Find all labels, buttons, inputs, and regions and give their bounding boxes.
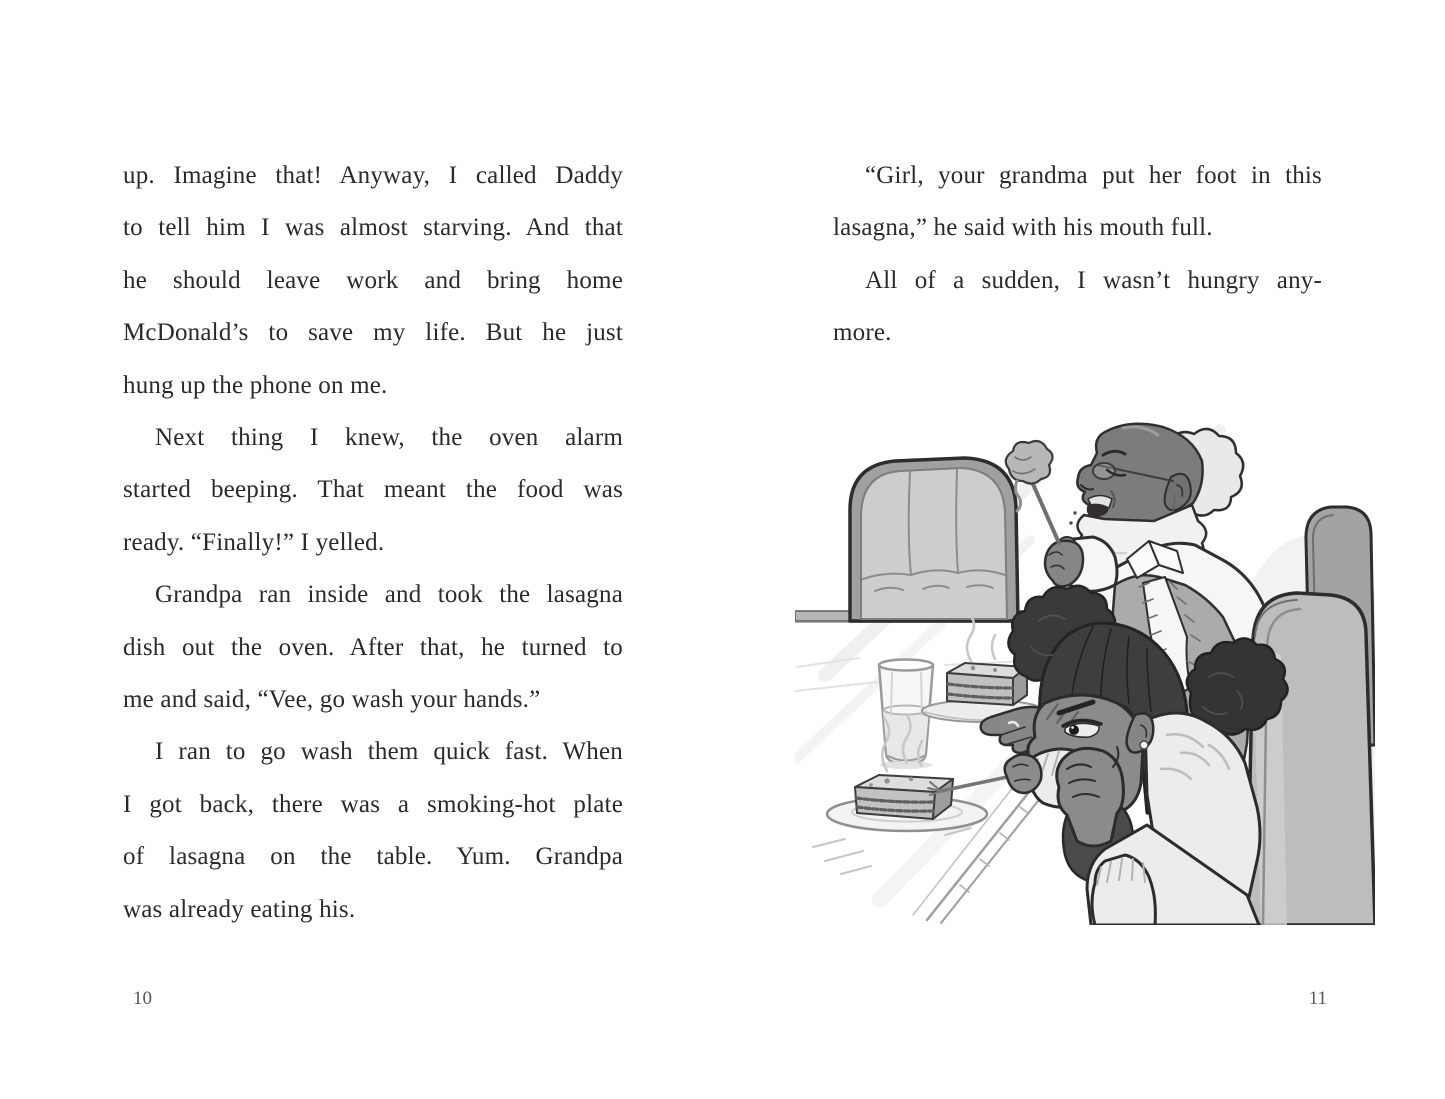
page-number-right: 11: [1308, 988, 1327, 1009]
text-line: ready. “Finally!” I yelled.: [123, 528, 385, 556]
dinner-table-illustration: [795, 415, 1375, 925]
left-page: [0, 0, 722, 1099]
grandpa-fist: [1045, 537, 1083, 586]
text-line: lasagna,” he said with his mouth full.: [833, 214, 1213, 242]
text-line: Grandpa ran inside and took the lasagna: [155, 581, 623, 609]
text-line: Next thing I knew, the oven alarm: [155, 424, 623, 452]
text-line: to tell him I was almost starving. And that: [123, 214, 623, 242]
girl-lasagna: [855, 775, 953, 819]
girl-fork-hand: [1005, 754, 1042, 793]
right-page: [722, 0, 1445, 1099]
girl-earring: [1140, 741, 1148, 749]
text-line: All of a sudden, I wasn’t hungry any-: [865, 266, 1322, 294]
sketch-hatches: [813, 828, 971, 874]
text-line: more.: [833, 319, 892, 347]
empty-chair: [850, 458, 1018, 621]
page-number-left: 10: [133, 988, 152, 1009]
text-line: I ran to go wash them quick fast. When: [155, 738, 623, 766]
text-line: dish out the oven. After that, he turned to: [123, 633, 623, 661]
text-line: I got back, there was a smoking-hot plate: [123, 790, 623, 818]
text-line: “Girl, your grandma put her foot in this: [865, 162, 1322, 189]
text-line: up. Imagine that! Anyway, I called Daddy: [123, 162, 623, 189]
text-line: McDonald’s to save my life. But he just: [123, 319, 623, 347]
text-line: me and said, “Vee, go wash your hands.”: [123, 686, 541, 714]
text-line: was already eating his.: [123, 895, 356, 923]
text-line: of lasagna on the table. Yum. Grandpa: [123, 843, 623, 871]
text-line: started beeping. That meant the food was: [123, 476, 623, 504]
left-page-text: [123, 150, 623, 936]
girl-chair: [1247, 593, 1375, 925]
right-page-text: [833, 150, 1322, 360]
text-line: he should leave work and bring home: [123, 266, 623, 294]
text-line: hung up the phone on me.: [123, 371, 388, 399]
